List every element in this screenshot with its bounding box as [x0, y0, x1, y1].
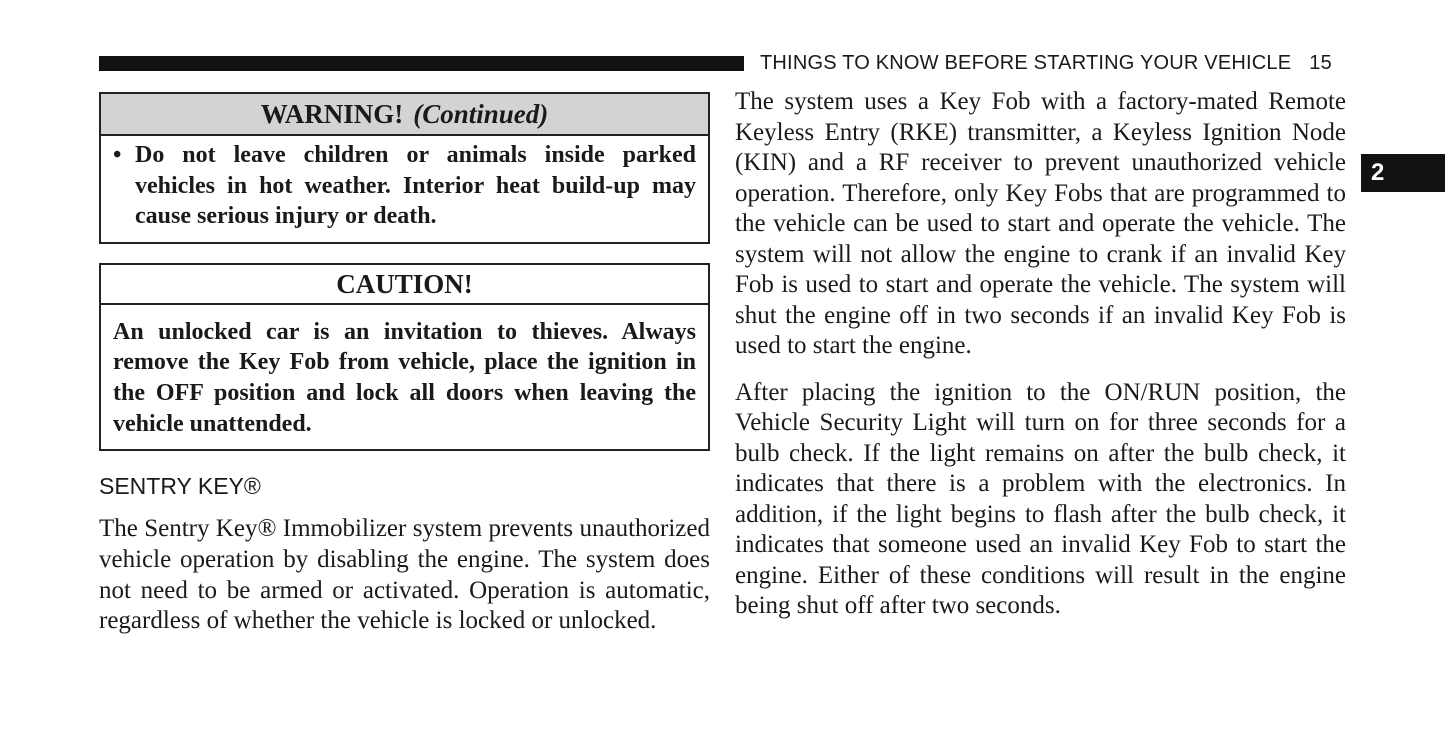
warning-body: [101, 136, 708, 242]
warning-item-text: Do not leave children or animals inside parked vehicles in hot weather. Interior heat build-up may cause serious injury or death.: [135, 142, 696, 229]
caution-box: [99, 263, 710, 452]
warning-title-suffix: (Continued): [413, 99, 549, 129]
chapter-tab: 2: [1361, 154, 1445, 192]
caution-title: CAUTION!: [101, 265, 708, 305]
bullet-icon: •: [113, 142, 122, 168]
left-column: [99, 92, 710, 637]
warning-title-text: WARNING!: [260, 99, 404, 129]
running-header: [760, 52, 1332, 75]
header-rule: [99, 56, 744, 71]
warning-bullet-item: [113, 140, 696, 232]
warning-box: [99, 92, 710, 244]
section-heading: SENTRY KEY®: [99, 473, 261, 500]
right-paragraph-1: The system uses a Key Fob with a factory-mated Remote Keyless Entry (RKE) transmitter, a Keyless Ignition Node (KIN) and a RF receiver to prevent unauthorized vehicle operation. Therefore, only Key Fobs that are programmed to the vehicle can be used to start and operate the vehicle. The system will not allow the engine to crank if an invalid Key Fob is used to start and operate the vehicle. The system will shut the engine off in two seconds if an invalid Key Fob is used to start the engine.: [735, 88, 1346, 359]
right-column: [735, 87, 1346, 622]
section-paragraph: The Sentry Key® Immobilizer system prevents unauthorized vehicle operation by disabling the engine. The system does not need to be armed or activated. Operation is automatic, regardless of whether the vehicle is locked or unlocked.: [99, 515, 710, 635]
running-title: THINGS TO KNOW BEFORE STARTING YOUR VEHICLE: [760, 52, 1292, 74]
right-paragraph-2: After placing the ignition to the ON/RUN position, the Vehicle Security Light will turn on for three seconds for a bulb check. If the light remains on after the bulb check, it indicates that there is a problem with the electronics. In addition, if the light begins to flash after the bulb check, it indicates that someone used an invalid Key Fob to start the engine. Either of these conditions will result in the engine being shut off after two seconds.: [735, 378, 1346, 619]
page-number: 15: [1309, 52, 1332, 74]
warning-title: [101, 94, 708, 136]
caution-body: An unlocked car is an invitation to thieves. Always remove the Key Fob from vehicle, place the ignition in the OFF position and lock all doors when leaving the vehicle unattended.: [113, 318, 696, 437]
